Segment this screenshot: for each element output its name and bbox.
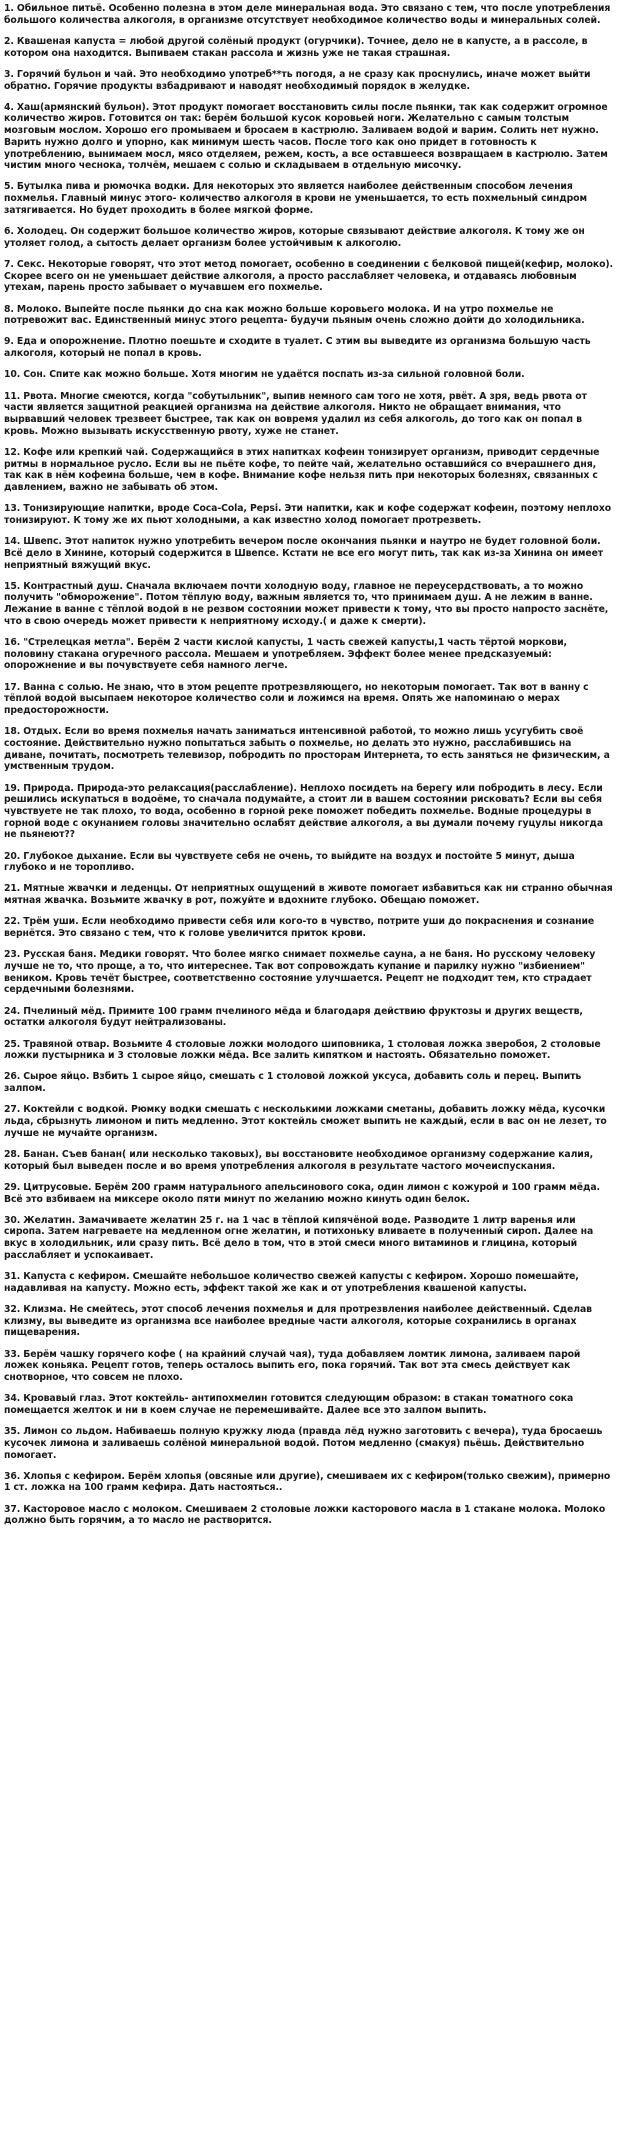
list-item: 16. "Стрелецкая метла". Берём 2 части кислой капусты, 1 часть свежей капусты,1 часть тёртой моркови, половину стакана огуречного рассола. Мешаем и употребляем. Эффект более менее предсказуемый: опорожнение и вы почувствуете себя намного легче. (4, 637, 567, 672)
list-item: 31. Капуста с кефиром. Смешайте небольшое количество свежей капусты с кефиром. Хорошо помешайте, надавливая на капусту. Можно есть, эффект такой же как и от употребления квашеной капусты. (4, 1271, 579, 1294)
list-item: 27. Коктейли с водкой. Рюмку водки смешать с несколькими ложками сметаны, добавить ложку мёда, кусочки льда, сбрызнуть лимоном и пить медленно. Этот коктейль сможет выпить не каждый, если в вас он не лезет, то лучше не мучайте организм. (4, 1104, 607, 1139)
list-item: 3. Горячий бульон и чай. Это необходимо употреб**ть погодя, а не сразу как проснулись, иначе может выйти обратно. Горячие продукты взбадривают и наводят необходимый порядок в желудке. (4, 68, 591, 92)
list-item: 30. Желатин. Замачиваете желатин 25 г. на 1 час в тёплой кипячёной воде. Разводите 1 литр варенья или сиропа. Затем нагреваете на медленном огне желатин, и потихоньку вливаете в полученный сироп. Далее на вкус в холодильник, или сразу пить. Всё дело в том, что в этой смеси много витаминов и глицина, который расслабляет и успокаивает. (4, 1214, 594, 1261)
list-item: 12. Кофе или крепкий чай. Содержащийся в этих напитках кофеин тонизирует организм, приводит сердечные ритмы в нормальное русло. Если вы не пьёте кофе, то пейте чай, желательно оставшийся со вчерашнего дня, так как в нём кофеина больше, чем в кофе. Внимание кофе нельзя пить при некоторых болезнях, связанных с давлением, важно не забывать об этом. (4, 446, 600, 493)
list-item: 21. Мятные жвачки и леденцы. От неприятных ощущений в животе помогает избавиться как ни странно обычная мятная жвачка. Возьмите жвачку в рот, пожуйте и вдохните глубоко. Обещаю поможет. (4, 883, 613, 907)
list-item: 6. Холодец. Он содержит большое количество жиров, которые связывают действие алкоголя. К тому же он утоляет голод, а сытость делает организм более устойчивым к алкоголю. (4, 226, 585, 249)
list-item: 14. Швепс. Этот напиток нужно употребить вечером после окончания пьянки и наутро не будет головной боли. Всё дело в Хинине, который содержится в Швепсе. Кстати не все его могут пить, так как из-за Хинина он имеет неприятный вяжущий вкус. (4, 536, 604, 571)
list-item: 11. Рвота. Многие смеются, когда "собутыльник", выпив немного сам того не хотя, рвёт. А зря, ведь рвота от части является защитной реакцией организма на действие алкоголя. Никто не обращает внимания, что вырвавший человек трезвеет быстрее, так как он вовремя удалил из себя алкоголь, до того как он попал в кровь. Можно вызывать искусственную рвоту, хуже не станет. (4, 390, 587, 437)
list-item: 9. Еда и опорожнение. Плотно поешьте и сходите в туалет. С этим вы выведите из организма большую часть алкоголя, который не попал в кровь. (4, 336, 591, 360)
list-item: 13. Тонизирующие напитки, вроде Coca-Cola, Pepsi. Эти напитки, как и кофе содержат кофеин, поэтому неплохо тонизируют. К тому же их пьют холодными, а как известно холод помогает протрезветь. (4, 503, 612, 526)
list-item: 24. Пчелиный мёд. Примите 100 грамм пчелиного мёда и благодаря действию фруктозы и других веществ, остатки алкоголя будут нейтрализованы. (4, 1005, 583, 1029)
list-item: 7. Секс. Некоторые говорят, что этот метод помогает, особенно в соединении с белковой пищей(кефир, молоко). Скорее всего он не уменьшает действие алкоголя, а просто расслабляет человека, и отдаваясь любовным утехам, парень просто забывает о мучавшем его похмелье. (4, 258, 613, 294)
list-item: 25. Травяной отвар. Возьмите 4 столовые ложки молодого шиповника, 1 столовая ложка зверобоя, 2 столовые ложки пустырника и 3 столовые ложки мёда. Все залить кипятком и настоять. Обязательно поможет. (4, 1038, 601, 1062)
list-item: 5. Бутылка пива и рюмочка водки. Для некоторых это является наиболее действенным способом лечения похмелья. Главный минус этого- количество алкоголя в крови не уменьшается, то есть похмельный синдром затягивается. Но будет проходить в более мягкой форме. (4, 181, 587, 216)
list-item: 22. Трём уши. Если необходимо привести себя или кого-то в чувство, потрите уши до покраснения и сознание вернётся. Это связано с тем, что к голове увеличится приток крови. (4, 916, 595, 940)
list-item: 28. Банан. Съев банан( или несколько таковых), вы восстановите необходимое организму содержание калия, который был выведен после и во время употребления алкоголя в результате частого мочеиспускания. (4, 1148, 594, 1172)
list-item: 29. Цитрусовые. Берём 200 грамм натурального апельсинового сока, один лимон с кожурой и 100 грамм мёда. Всё это взбиваем на миксере около пяти минут по желанию можно кинуть один белок. (4, 1181, 600, 1205)
list-item: 4. Хаш(армянский бульон). Этот продукт помогает восстановить силы после пьянки, так как содержит огромное количество жиров. Готовится он так: берём большой кусок коровьей ноги. Желательно с самым толстым мозговым мослом. Хорошо его промываем и бросаем в кастрюлю. Заливаем водой и варим. Солить нет нужно. Варить нужно долго и упорно, как минимум шесть часов. После того как оно придет в готовность к употреблению, вынимаем мосл, мясо отделяем, режем, кость, а все оставшееся возвращаем в кастрюлю. Затем чистим много чеснока, толчём, мешаем с солью и складываем в отдельную мисочку. (4, 101, 608, 172)
list-item: 36. Хлопья с кефиром. Берём хлопья (овсяные или другие), смешиваем их с кефиром(только свежим), примерно 1 ст. ложка на 100 грамм кефира. Дать настояться.. (4, 1470, 611, 1494)
list-item: 20. Глубокое дыхание. Если вы чувствуете себя не очень, то выйдите на воздух и постойте 5 минут, дыша глубоко и не торопливо. (4, 850, 575, 874)
list-item: 26. Сырое яйцо. Взбить 1 сырое яйцо, смешать с 1 столовой ложкой уксуса, добавить соль и перец. Выпить залпом. (4, 1071, 582, 1095)
list-item: 8. Молоко. Выпейте после пьянки до сна как можно больше коровьего молока. И на утро похмелье не потревожит вас. Единственный минус этого рецепта- будучи пьяным очень сложно дойти до холодильника. (4, 303, 585, 327)
list-item: 17. Ванна с солью. Не знаю, что в этом рецепте протрезвляющего, но некоторым помогает. Так вот в ванну с тёплой водой высыпаем некоторое количество соли и ложимся на время. Опять же напоминаю о мерах предосторожности. (4, 681, 589, 717)
list-item: 35. Лимон со льдом. Набиваешь полную кружку люда (правда лёд нужно заготовить с вечера), туда бросаешь кусочек лимона и заливаешь солёной минеральной водой. Потом медленно (смакуя) пьёшь. Действительно помогает. (4, 1426, 603, 1461)
list-item: 34. Кровавый глаз. Этот коктейль- антипохмелин готовится следующим образом: в стакан томатного сока помещается желток и ни в коем случае не перемешивайте. Далее все это залпом выпить. (4, 1393, 574, 1416)
list-item: 23. Русская баня. Медики говорят. Что более мягко снимает похмелье сауна, а не баня. Но русскому человеку лучше не то, что проще, а то, что интереснее. Так вот сопровождать купание и парилку нужно "избиением" веником. Кровь течёт быстрее, соответственно состояние улучшается. Рецепт не подходит тем, кто страдает сердечными болезнями. (4, 949, 596, 996)
list-item: 15. Контрастный душ. Сначала включаем почти холодную воду, главное не переусердствовать, а то можно получить "обморожение". Потом тёплую воду, важным является то, что принимаем душ. А не лежим в ванне. Лежание в ванне с тёплой водой в не резвом состоянии может привести к тому, что вы просто напросто заснёте, что в свою очередь может привести к неприятному исходу.( и даже к смерти). (4, 580, 609, 627)
list-item: 1. Обильное питьё. Особенно полезна в этом деле минеральная вода. Это связано с тем, что после употребления большого количества алкоголя, в организме отсутствует необходимое количество воды и минеральных солей. (4, 3, 611, 26)
list-item: 32. Клизма. Не смейтесь, этот способ лечения похмелья и для протрезвления наиболее действенный. Сделав клизму, вы выведите из организма все наиболее вредные части алкоголя, которые сохранились в органах пищеварения. (4, 1303, 592, 1339)
list-item: 18. Отдых. Если во время похмелья начать заниматься интенсивной работой, то можно лишь усугубить своё состояние. Действительно нужно попытаться забыть о похмелье, но делать это нужно, расслабившись на диване, почитать, посмотреть телевизор, побродить по просторам Интернета, то есть заняться не физическим, а умственным трудом. (4, 726, 610, 773)
list-item: 33. Берём чашку горячего кофе ( на крайний случай чая), туда добавляем ломтик лимона, заливаем парой ложек коньяка. Рецепт готов, теперь осталось выпить его, пока горячий. Так вот эта смесь действует как снотворное, что совсем не плохо. (4, 1348, 581, 1383)
list-item: 19. Природа. Природа-это релаксация(расслабление). Неплохо посидеть на берегу или побродить в лесу. Если решились искупаться в водоёме, то сначала подумайте, а стоит ли в вашем состоянии рисковать? Если вы себя чувствуете не так плохо, то вода, особенно в горной реке поможет победить похмелье. Водные процедуры в горной воде с окунанием головы значительно ослабят действие алкоголя, а вы думали почему гуцулы никогда не пьянеют?? (4, 782, 603, 841)
list-item: 37. Касторовое масло с молоком. Смешиваем 2 столовые ложки касторового масла в 1 стакане молока. Молоко должно быть горячим, а то масло не растворится. (4, 1503, 606, 1527)
list-item: 10. Сон. Спите как можно больше. Хотя многим не удаётся поспать из-за сильной головной боли. (4, 369, 525, 381)
list-item: 2. Квашеная капуста = любой другой солёный продукт (огурчики). Точнее, дело не в капусте, а в рассоле, в котором она находится. Выпиваем стакан рассола и жизнь уже не такая страшная. (4, 35, 588, 59)
